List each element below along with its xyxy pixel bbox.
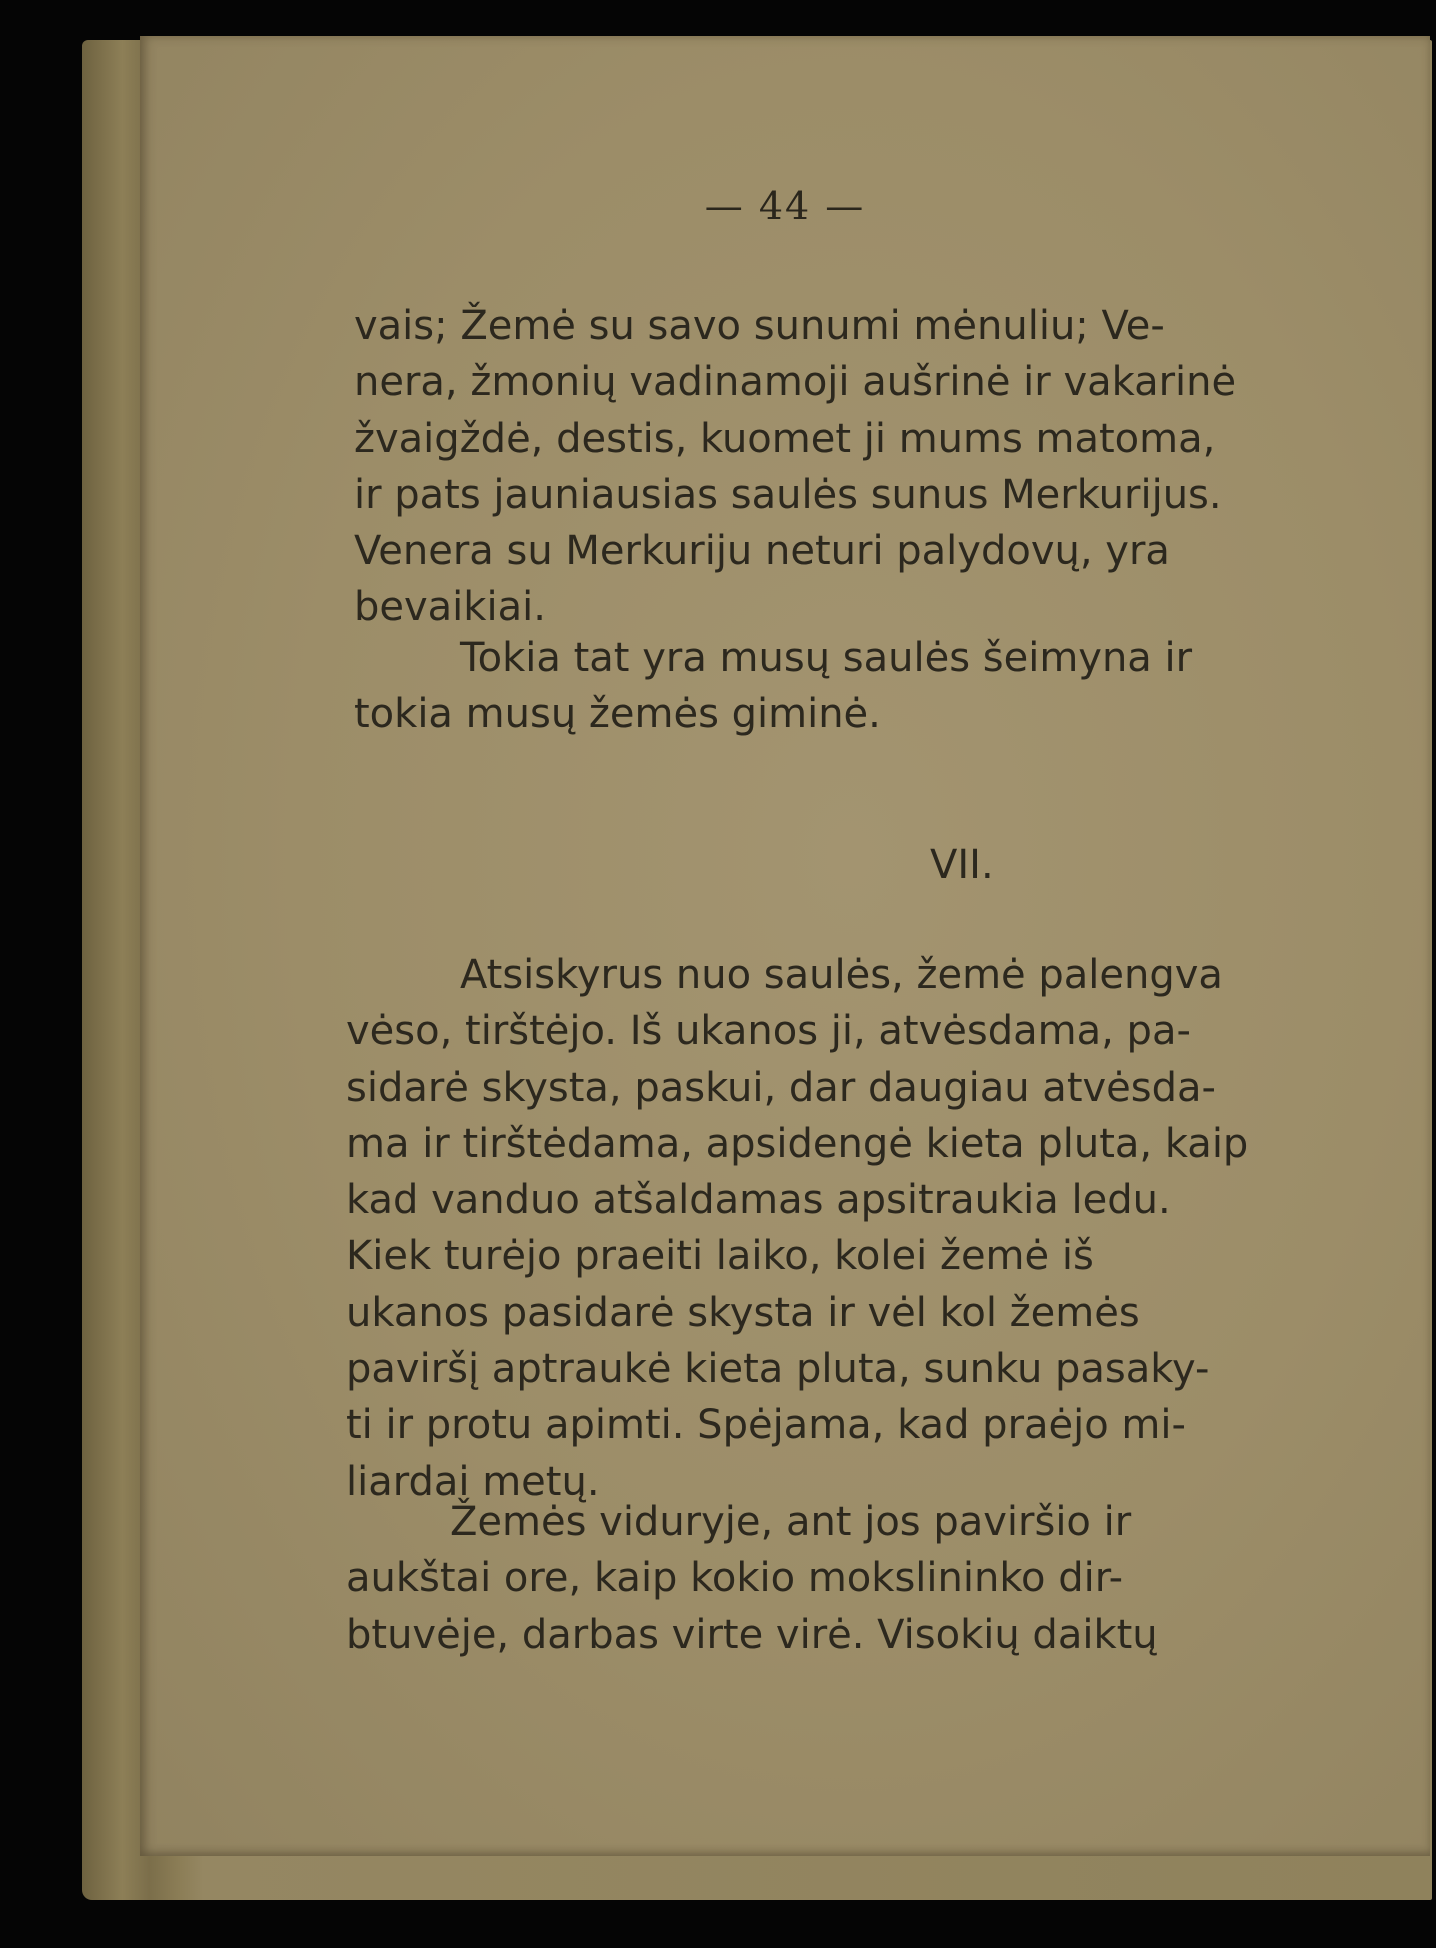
text-line: Žemės viduryje, ant jos paviršio ir — [450, 1499, 1132, 1545]
page-number: — 44 — — [704, 184, 866, 228]
text-line: Venera su Merkuriju neturi palydovų, yra — [354, 528, 1170, 575]
text-line: kad vanduo atšaldamas apsitraukia ledu. — [346, 1177, 1171, 1224]
paragraph-3 — [140, 947, 1430, 1510]
paragraph-1 — [140, 298, 1430, 636]
paragraph-2 — [140, 630, 1430, 743]
text-line: btuvėje, darbas virte virė. Visokių daiktų — [346, 1611, 1158, 1658]
text-line: nera, žmonių vadinamoji aušrinė ir vakarinė — [354, 359, 1237, 406]
text-line: Tokia tat yra musų saulės šeimyna ir — [460, 635, 1193, 681]
text-line: vėso, tirštėjo. Iš ukanos ji, atvėsdama, pa- — [346, 1008, 1191, 1055]
text-line: ukanos pasidarė skysta ir vėl kol žemės — [346, 1289, 1140, 1336]
book-page — [140, 36, 1430, 1856]
text-line: žvaigždė, destis, kuomet ji mums matoma, — [354, 415, 1216, 462]
text-line: bevaikiai. — [354, 584, 546, 631]
text-line: Kiek turėjo praeiti laiko, kolei žemė iš — [346, 1233, 1094, 1280]
paragraph-4 — [140, 1494, 1430, 1663]
text-line: ti ir protu apimti. Spėjama, kad praėjo mi- — [346, 1402, 1186, 1449]
section-heading: VII. — [930, 842, 994, 888]
text-line: liardai metų. — [346, 1458, 600, 1505]
text-line: ma ir tirštėdama, apsidengė kieta pluta, kaip — [346, 1120, 1249, 1167]
text-line: sidarė skysta, paskui, dar daugiau atvėsda- — [346, 1064, 1216, 1111]
text-line: paviršį aptraukė kieta pluta, sunku pasaky- — [346, 1346, 1210, 1393]
text-line: ir pats jauniausias saulės sunus Merkurijus. — [354, 471, 1222, 518]
text-line: vais; Žemė su savo sunumi mėnuliu; Ve- — [354, 303, 1165, 349]
text-line: aukštai ore, kaip kokio mokslininko dir- — [346, 1555, 1124, 1602]
text-line: Atsiskyrus nuo saulės, žemė palengva — [460, 952, 1223, 998]
text-line: tokia musų žemės giminė. — [354, 691, 881, 738]
